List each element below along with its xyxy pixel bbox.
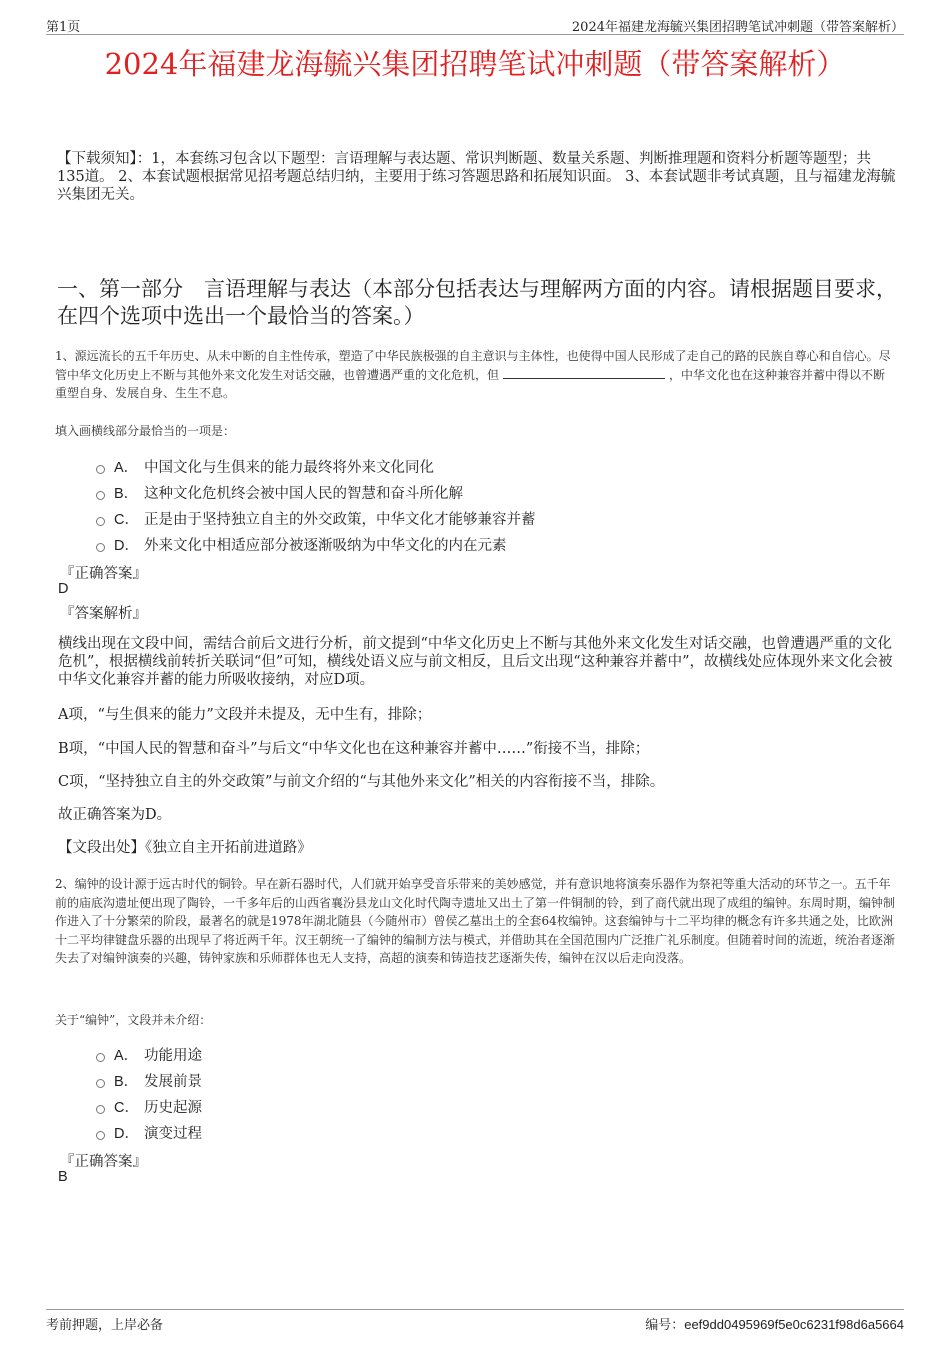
question-2-prompt: 关于“编钟”，文段并未介绍： [55,1013,212,1027]
question-1-text-before: 1、源远流长的五千年历史、从未中断的自主性传承，塑造了中华民族极强的自主意识与主体性，也使得中国人民形成了走自己的路的民族自尊心和自信心。尽管中华文化历史上不断与其他外来文化发生对话交融，也曾遭遇严重的文化危机，但 [55,349,891,382]
header-page-number: 第1页 [46,20,81,35]
analysis-label: 『答案解析』 [60,606,147,622]
option-b[interactable] [96,1067,202,1093]
footer-code-label: 编号： [645,1318,685,1333]
option-c[interactable] [96,1093,202,1119]
option-b[interactable] [96,479,536,505]
question-1-prompt: 填入画横线部分最恰当的一项是： [55,424,236,438]
option-text: 演变过程 [144,1125,202,1142]
correct-answer-label: 『正确答案』 [60,1154,147,1170]
section-title: 一、第一部分 言语理解与表达（本部分包括表达与理解两方面的内容。请根据题目要求，在四个选项中选出一个最恰当的答案。） [57,277,897,328]
analysis-conclusion: 故正确答案为D。 [58,807,172,823]
radio-icon[interactable] [96,517,105,526]
radio-icon[interactable] [96,543,105,552]
analysis-option-b: B项，“中国人民的智慧和奋斗”与后文“中华文化也在这种兼容并蓄中……”衔接不当，排除； [58,741,650,757]
option-text: 正是由于坚持独立自主的外交政策，中华文化才能够兼容并蓄 [144,511,536,528]
option-text: 中国文化与生俱来的能力最终将外来文化同化 [144,459,434,476]
footer-code-value: eef9dd0495969f5e0c6231f98d6a5664 [684,1317,904,1332]
option-letter: D． [114,1125,139,1142]
option-letter: A． [114,459,139,476]
option-text: 外来文化中相适应部分被逐渐吸纳为中华文化的内在元素 [144,537,507,554]
option-letter: C． [114,1099,139,1116]
radio-icon[interactable] [96,465,105,474]
footer-code [645,1314,904,1333]
question-1-text [55,347,897,403]
option-text: 发展前景 [144,1073,202,1090]
header-doc-title: 2024年福建龙海毓兴集团招聘笔试冲刺题（带答案解析） [571,20,904,35]
correct-answer-value: D [58,581,69,597]
correct-answer-value: B [58,1169,68,1185]
download-notice: 【下载须知】：1，本套练习包含以下题型：言语理解与表达题、常识判断题、数量关系题、判断推理题和资料分析题等题型；共135道。 2、本套试题根据常见招考题总结归纳，主要用于练习答题思路和拓展知识面。 3、本套试题非考试真题，且与福建龙海毓兴集团无关。 [57,151,896,203]
answer-blank [503,378,665,379]
option-d[interactable] [96,1119,202,1145]
option-text: 历史起源 [144,1099,202,1116]
question-2-options [96,1041,202,1145]
footer-slogan: 考前押题，上岸必备 [46,1318,164,1333]
footer-divider [46,1309,904,1310]
option-text: 这种文化危机终会被中国人民的智慧和奋斗所化解 [144,485,463,502]
radio-icon[interactable] [96,1105,105,1114]
header-divider [46,34,904,35]
option-d[interactable] [96,531,536,557]
option-a[interactable] [96,453,536,479]
source-citation: 【文段出处】《独立自主开拓前进道路》 [58,840,312,856]
option-a[interactable] [96,1041,202,1067]
option-c[interactable] [96,505,536,531]
radio-icon[interactable] [96,491,105,500]
option-letter: B． [114,1073,139,1090]
option-letter: A． [114,1047,139,1064]
analysis-option-c: C项，“坚持独立自主的外交政策”与前文介绍的“与其他外来文化”相关的内容衔接不当，排除。 [58,774,665,790]
radio-icon[interactable] [96,1131,105,1140]
question-1-text-after: ，中华文化也在这种兼容并蓄中得以不断重塑自身、发展自身、生生不息。 [55,367,886,400]
option-letter: B． [114,485,139,502]
question-2-text: 2、编钟的设计源于远古时代的铜铃。早在新石器时代，人们就开始享受音乐带来的美妙感觉，并有意识地将演奏乐器作为祭祀等重大活动的环节之一。五千年前的庙底沟遗址便出现了陶铃，一千多年后的山西省襄汾县龙山文化时代陶寺遗址又出土了第一件铜制的铃，到了商代就出现了成组的编钟。东周时期，编钟制作进入了十分繁荣的阶段，最著名的就是1978年湖北随县（今随州市）曾侯乙墓出土的全套64枚编钟。这套编钟与十二平均律的概念有许多共通之处，比欧洲十二平均律键盘乐器的出现早了将近两千年。汉王朝统一了编钟的编制方法与模式，并借助其在全国范围内广泛推广礼乐制度。但随着时间的流逝，统治者逐渐失去了对编钟演奏的兴趣，铸钟家族和乐师群体也无人支持，高超的演奏和铸造技艺逐渐失传，编钟在汉以后走向没落。 [55,877,896,965]
analysis-paragraph: 横线出现在文段中间，需结合前后文进行分析，前文提到“中华文化历史上不断与其他外来文化发生对话交融，也曾遭遇严重的文化危机”，根据横线前转折关联词“但”可知，横线处语义应与前文相反，且后文出现“这种兼容并蓄中”，故横线处应体现外来文化会被中华文化兼容并蓄的能力所吸收接纳，对应D项。 [58,636,893,688]
option-letter: C． [114,511,139,528]
option-letter: D． [114,537,139,554]
radio-icon[interactable] [96,1053,105,1062]
analysis-option-a: A项，“与生俱来的能力”文段并未提及，无中生有，排除； [58,707,432,723]
option-text: 功能用途 [144,1047,202,1064]
page-title: 2024年福建龙海毓兴集团招聘笔试冲刺题（带答案解析） [104,47,846,81]
radio-icon[interactable] [96,1079,105,1088]
question-1-options [96,453,536,557]
correct-answer-label: 『正确答案』 [60,566,147,582]
